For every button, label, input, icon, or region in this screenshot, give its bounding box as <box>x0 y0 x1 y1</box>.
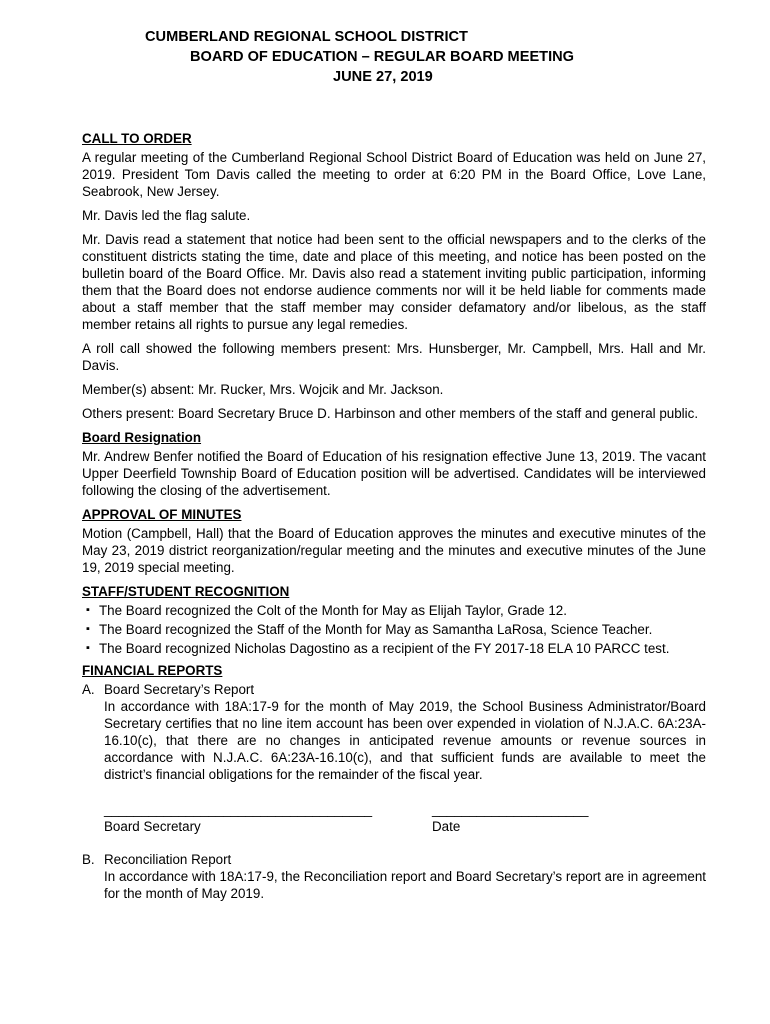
notice-statement-paragraph: Mr. Davis read a statement that notice had been sent to the official newspapers and to the clerks of the constituent districts stating the time, date and place of this meeting, and notice has been posted on the bulletin board of the Board Office. Mr. Davis also read a statement inviting public participation, informing them that the Board does not endorse audience comments nor will it be held liable for comments made about a staff member that the staff member may consider defamatory and/or libelous, as the staff member retains all rights to pursue any legal remedies. <box>82 232 706 332</box>
list-item: ▪ The Board recognized Nicholas Dagostino as a recipient of the FY 2017-18 ELA 10 PARCC test. <box>82 640 706 657</box>
document-body <box>82 130 706 904</box>
flag-salute-paragraph: Mr. Davis led the flag salute. <box>82 208 251 223</box>
date-label: Date <box>432 819 461 834</box>
recognition-list <box>82 602 706 657</box>
roll-call-paragraph: A roll call showed the following members present: Mrs. Hunsberger, Mr. Campbell, Mrs. Hall and Mr. Davis. <box>82 341 706 373</box>
date-signature <box>432 801 588 835</box>
board-secretary-report <box>82 681 706 783</box>
board-secretary-report-text: In accordance with 18A:17-9 for the month of May 2019, the School Business Administrator/Board Secretary certifies that no line item account has been over expended in violation of N.J.A.C. 6A:23A-16.10(c), that there are no changes in anticipated revenue amounts or revenue sources in accordance with N.J.A.C. 6A:23A-16.10(c), and that sufficient funds are available to meet the district’s financial obligations for the remainder of the fiscal year. <box>104 699 706 782</box>
signature-label: Board Secretary <box>104 819 201 834</box>
district-title: CUMBERLAND REGIONAL SCHOOL DISTRICT <box>145 29 468 45</box>
reconciliation-report-title: Reconciliation Report <box>104 852 232 867</box>
meeting-title: BOARD OF EDUCATION – REGULAR BOARD MEETING <box>190 49 575 65</box>
signature-line: ____________________________________ <box>104 802 373 817</box>
board-secretary-signature <box>104 801 372 835</box>
date-line: _____________________ <box>432 802 589 817</box>
list-item: ▪ The Board recognized the Staff of the Month for May as Samantha LaRosa, Science Teacher. <box>82 621 706 638</box>
signature-block <box>104 801 706 839</box>
board-resignation-heading: Board Resignation <box>82 430 202 445</box>
approval-of-minutes-paragraph: Motion (Campbell, Hall) that the Board of Education approves the minutes and executive minutes of the May 23, 2019 district reorganization/regular meeting and the minutes and executive minutes of the June 19, 2019 special meeting. <box>82 526 706 575</box>
reconciliation-report <box>82 851 706 902</box>
others-present-paragraph: Others present: Board Secretary Bruce D. Harbinson and other members of the staff and general public. <box>82 406 699 421</box>
members-absent-paragraph: Member(s) absent: Mr. Rucker, Mrs. Wojcik and Mr. Jackson. <box>82 382 444 397</box>
board-resignation-paragraph: Mr. Andrew Benfer notified the Board of Education of his resignation effective June 13, 2019. The vacant Upper Deerfield Township Board of Education position will be advertised. Candidates will be interviewed following the closing of the advertisement. <box>82 449 706 498</box>
meeting-date: JUNE 27, 2019 <box>333 69 433 85</box>
financial-reports-heading: FINANCIAL REPORTS <box>82 663 223 678</box>
approval-of-minutes-heading: APPROVAL OF MINUTES <box>82 507 242 522</box>
call-to-order-paragraph: A regular meeting of the Cumberland Regional School District Board of Education was held on June 27, 2019. President Tom Davis called the meeting to order at 6:20 PM in the Board Office, Love Lane, Seabrook, New Jersey. <box>82 150 706 199</box>
call-to-order-heading: CALL TO ORDER <box>82 131 192 146</box>
reconciliation-report-text: In accordance with 18A:17-9, the Reconciliation report and Board Secretary’s report are in agreement for the month of May 2019. <box>104 869 706 901</box>
board-secretary-report-title: Board Secretary’s Report <box>104 682 255 697</box>
list-item: ▪ The Board recognized the Colt of the Month for May as Elijah Taylor, Grade 12. <box>82 602 706 619</box>
item-marker-a: A. <box>82 682 95 697</box>
recognition-heading: STAFF/STUDENT RECOGNITION <box>82 584 290 599</box>
item-marker-b: B. <box>82 852 95 867</box>
